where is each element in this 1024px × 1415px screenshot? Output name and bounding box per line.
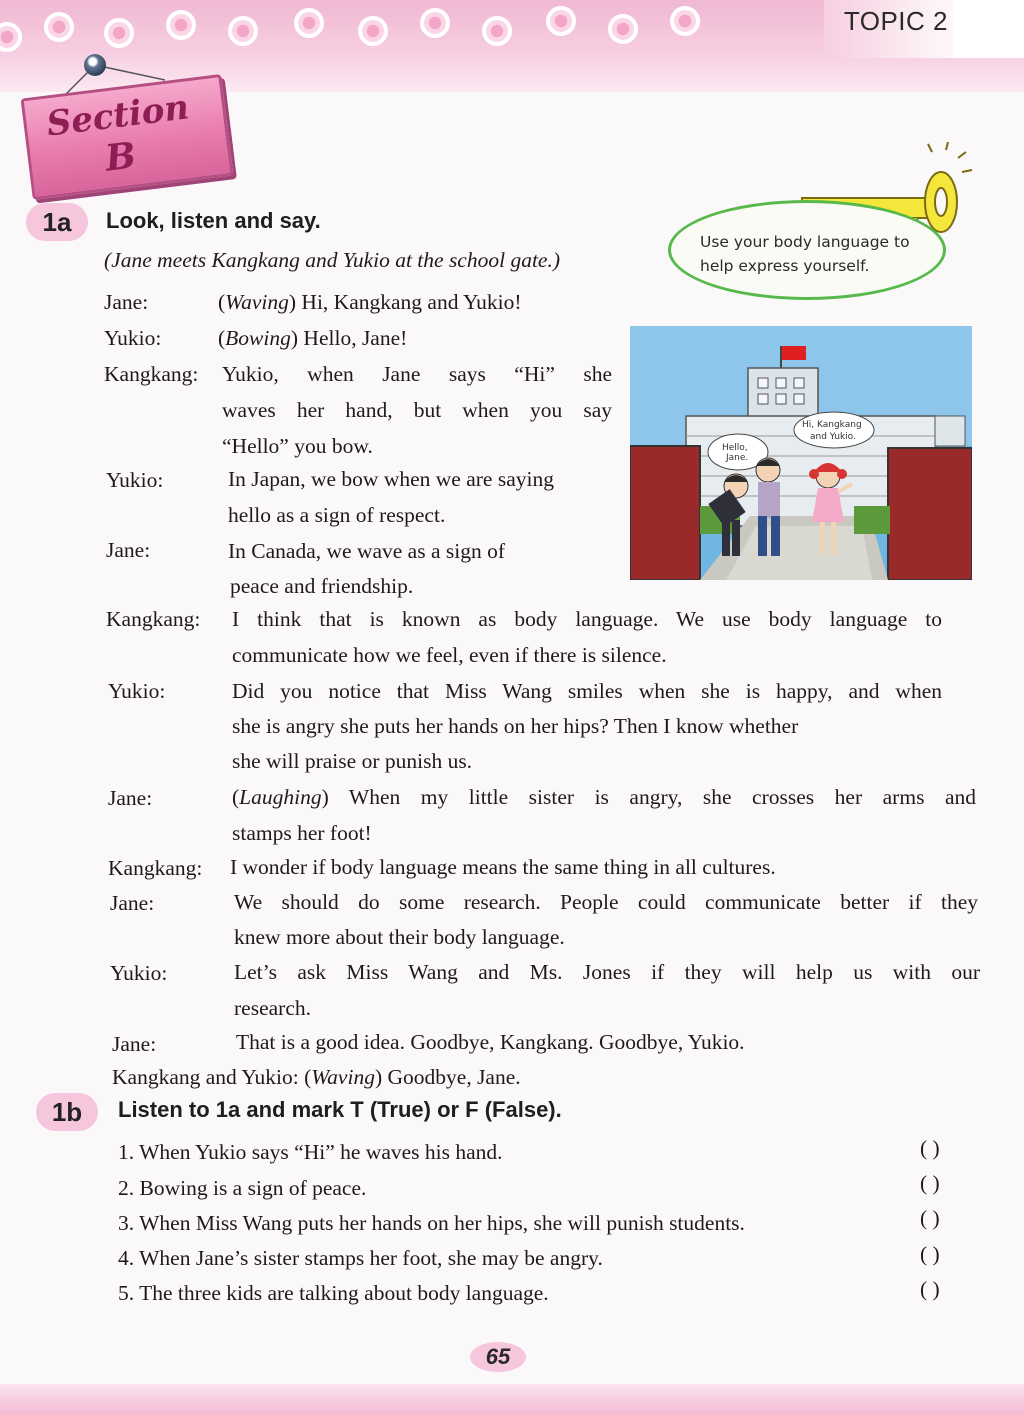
scene-description: (Jane meets Kangkang and Yukio at the school gate.) bbox=[104, 248, 561, 272]
dialogue-line: Did you notice that Miss Wang smiles when she is happy, and when bbox=[232, 679, 942, 703]
svg-text:Jane.: Jane. bbox=[726, 453, 749, 463]
exercise-1a-number: 1a bbox=[26, 203, 88, 241]
dialogue-line: “Hello” you bow. bbox=[222, 434, 373, 458]
question-item: 1. When Yukio says “Hi” he waves his hand. bbox=[118, 1140, 503, 1164]
dialogue-line: Let’s ask Miss Wang and Ms. Jones if they will help us with our bbox=[234, 960, 980, 984]
dialogue-line: (Laughing) When my little sister is angry, she crosses her arms and bbox=[232, 785, 976, 809]
question-item: 2. Bowing is a sign of peace. bbox=[118, 1176, 367, 1200]
speaker-kangkang: Kangkang: bbox=[104, 362, 199, 386]
speaker-jane: Jane: bbox=[110, 891, 155, 915]
dialogue-line: In Japan, we bow when we are saying bbox=[228, 467, 554, 491]
exercise-1a-title: Look, listen and say. bbox=[106, 208, 321, 233]
dialogue-line: We should do some research. People could communicate better if they bbox=[234, 890, 978, 914]
section-letter: B bbox=[102, 134, 139, 180]
dialogue-line: Kangkang and Yukio: (Waving) Goodbye, Jane. bbox=[112, 1065, 521, 1089]
speaker-yukio: Yukio: bbox=[108, 679, 166, 703]
dialogue-line: peace and friendship. bbox=[230, 574, 414, 598]
page-number: 65 bbox=[470, 1342, 526, 1372]
speaker-jane: Jane: bbox=[108, 786, 153, 810]
speaker-jane: Jane: bbox=[104, 290, 149, 314]
dialogue-line: she is angry she puts her hands on her hips? Then I know whether bbox=[232, 714, 799, 738]
answer-blank[interactable]: ( ) bbox=[920, 1277, 940, 1301]
dialogue-line: she will praise or punish us. bbox=[232, 749, 473, 773]
dialogue-line: I think that is known as body language. We use body language to bbox=[232, 607, 942, 631]
answer-blank[interactable]: ( ) bbox=[920, 1171, 940, 1195]
svg-text:and Yukio.: and Yukio. bbox=[810, 432, 856, 442]
dialogue-line: knew more about their body language. bbox=[234, 925, 565, 949]
school-gate-illustration bbox=[630, 326, 972, 580]
dialogue-line: research. bbox=[234, 996, 311, 1020]
speaker-yukio: Yukio: bbox=[104, 326, 162, 350]
dialogue-line: (Bowing) Hello, Jane! bbox=[218, 326, 408, 350]
tip-text: Use your body language to help express yourself. bbox=[700, 233, 910, 275]
dialogue-line: waves her hand, but when you say bbox=[222, 398, 612, 422]
footer-band bbox=[0, 1384, 1024, 1415]
answer-blank[interactable]: ( ) bbox=[920, 1206, 940, 1230]
speaker-kangkang: Kangkang: bbox=[106, 607, 201, 631]
speaker-jane: Jane: bbox=[106, 538, 151, 562]
topic-label: TOPIC 2 bbox=[843, 6, 948, 36]
question-item: 3. When Miss Wang puts her hands on her hips, she will punish students. bbox=[118, 1211, 745, 1235]
dialogue-line: stamps her foot! bbox=[232, 821, 372, 845]
speaker-jane: Jane: bbox=[112, 1032, 157, 1056]
answer-blank[interactable]: ( ) bbox=[920, 1136, 940, 1160]
speaker-kangkang: Kangkang: bbox=[108, 856, 203, 880]
dialogue-line: (Waving) Hi, Kangkang and Yukio! bbox=[218, 290, 522, 314]
dialogue-line: communicate how we feel, even if there is silence. bbox=[232, 643, 667, 667]
dialogue-line: That is a good idea. Goodbye, Kangkang. Goodbye, Yukio. bbox=[236, 1030, 745, 1054]
question-item: 4. When Jane’s sister stamps her foot, she may be angry. bbox=[118, 1246, 603, 1270]
pin-icon bbox=[84, 54, 106, 76]
dialogue-line: I wonder if body language means the same thing in all cultures. bbox=[230, 855, 776, 879]
speaker-yukio: Yukio: bbox=[106, 468, 164, 492]
answer-blank[interactable]: ( ) bbox=[920, 1242, 940, 1266]
svg-text:Hello,: Hello, bbox=[722, 443, 748, 453]
dialogue-line: In Canada, we wave as a sign of bbox=[228, 539, 506, 563]
svg-text:Hi, Kangkang: Hi, Kangkang bbox=[802, 420, 862, 430]
question-item: 5. The three kids are talking about body language. bbox=[118, 1281, 549, 1305]
dialogue-line: Yukio, when Jane says “Hi” she bbox=[222, 362, 612, 386]
section-title: Section bbox=[44, 87, 192, 145]
exercise-1b-number: 1b bbox=[36, 1093, 98, 1131]
decorative-circles bbox=[0, 0, 760, 60]
speaker-yukio: Yukio: bbox=[110, 961, 168, 985]
dialogue-line: hello as a sign of respect. bbox=[228, 503, 446, 527]
exercise-1b-title: Listen to 1a and mark T (True) or F (False). bbox=[118, 1097, 562, 1122]
